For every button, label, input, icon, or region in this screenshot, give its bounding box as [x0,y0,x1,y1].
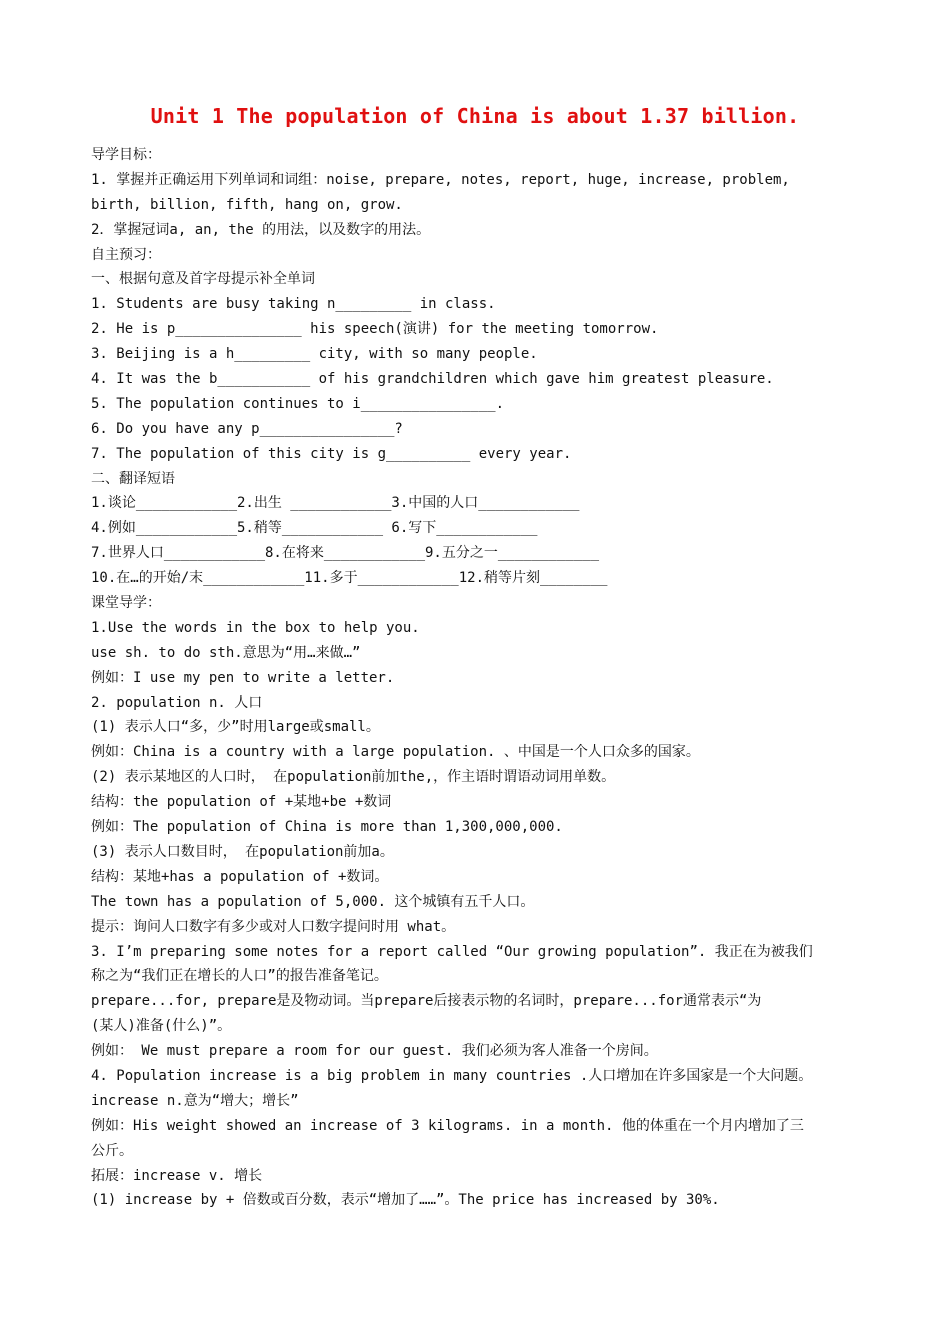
text-line: 结构：the population of +某地+be +数词 [91,794,392,811]
document-body [91,143,866,1213]
text-line: 拓展：increase v. 增长 [91,1167,263,1184]
text-line: 提示：询问人口数字有多少或对人口数字提问时用 what。 [91,918,456,935]
text-line: 例如： We must prepare a room for our guest. 我们必须为客人准备一个房间。 [91,1043,658,1060]
text-line: 1. Students are busy taking n_________ in class. [91,296,496,313]
text-line: use sh. to do sth.意思为“用…来做…” [91,644,361,661]
text-line: (2) 表示某地区的人口时， 在population前加the,，作主语时谓语动词用单数。 [91,769,616,786]
text-line: birth, billion, fifth, hang on, grow. [91,196,403,213]
text-line: 导学目标： [91,147,161,163]
text-line: increase n.意为“增大；增长” [91,1092,299,1109]
text-line: The town has a population of 5,000. 这个城镇有五千人口。 [91,893,535,910]
text-line: (1) increase by + 倍数或百分数，表示“增加了……”。The price has increased by 30%. [91,1192,720,1209]
text-line: 公斤。 [91,1142,133,1159]
document-title: Unit 1 The population of China is about 1.37 billion. [150,104,800,128]
text-line: (某人)准备(什么)”。 [91,1018,232,1035]
text-line: 1. 掌握并正确运用下列单词和词组：noise, prepare, notes, report, huge, increase, problem, [91,171,790,188]
text-line: 2. population n. 人口 [91,694,263,711]
text-line: (1) 表示人口“多，少”时用large或small。 [91,719,380,736]
text-line: 自主预习： [91,246,161,263]
text-line: 例如：I use my pen to write a letter. [91,669,395,686]
text-line: 7. The population of this city is g__________ every year. [91,445,572,462]
text-line: 6. Do you have any p________________? [91,420,403,437]
text-line: prepare...for, prepare是及物动词。当prepare后接表示物的名词时，prepare...for通常表示“为 [91,993,762,1010]
text-line: 2．掌握冠词a, an, the 的用法，以及数字的用法。 [91,221,431,238]
text-line: 5. The population continues to i________________. [91,395,505,412]
text-line: 例如：His weight showed an increase of 3 kilograms. in a month. 他的体重在一个月内增加了三 [91,1117,804,1134]
text-line: 4. It was the b___________ of his grandchildren which gave him greatest pleasure. [91,371,774,388]
text-line: (3) 表示人口数目时， 在population前加a。 [91,843,394,860]
text-line: 课堂导学： [91,595,161,612]
text-line: 例如：China is a country with a large population. 、中国是一个人口众多的国家。 [91,744,700,761]
text-line: 1.谈论____________2.出生 ____________3.中国的人口____________ [91,495,580,512]
text-line: 4. Population increase is a big problem in many countries .人口增加在许多国家是一个大问题。 [91,1067,813,1084]
text-line: 3. I’m preparing some notes for a report called “Our growing population”. 我正在为被我们 [91,943,813,960]
text-line: 10.在…的开始/末____________11.多于____________12.稍等片刻________ [91,570,608,587]
text-line: 一、根据句意及首字母提示补全单词 [91,271,315,288]
text-line: 7.世界人口____________8.在将来____________9.五分之一____________ [91,545,600,562]
text-line: 例如：The population of China is more than 1,300,000,000. [91,819,563,836]
text-line: 2. He is p_______________ his speech(演讲) for the meeting tomorrow. [91,321,659,338]
text-line: 1.Use the words in the box to help you. [91,619,420,636]
text-line: 结构：某地+has a population of +数词。 [91,868,389,885]
text-line: 二、翻译短语 [91,470,175,487]
text-line: 3. Beijing is a h_________ city, with so many people. [91,346,538,363]
text-line: 称之为“我们正在增长的人口”的报告准备笔记。 [91,968,388,985]
text-line: 4.例如____________5.稍等____________ 6.写下____________ [91,520,538,537]
